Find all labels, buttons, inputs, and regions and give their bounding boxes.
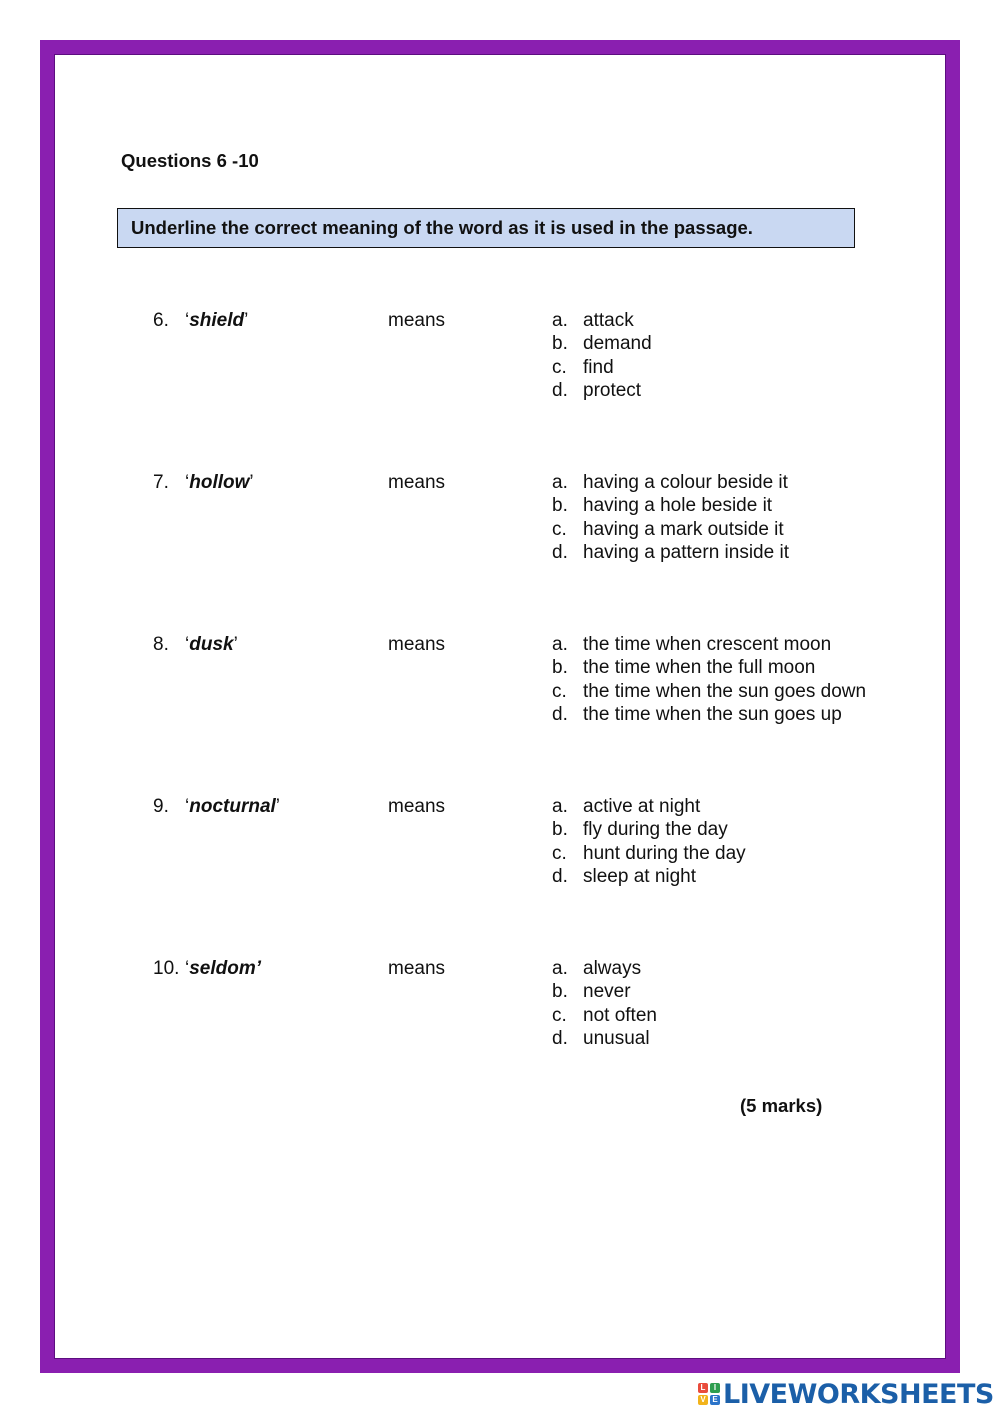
logo-letter: E [710,1395,720,1405]
means-label: means [388,310,446,331]
marks-total: (5 marks) [740,1095,823,1116]
question-number: 7. [153,472,169,493]
logo-letter: I [710,1383,720,1393]
answer-options [552,957,657,1050]
logo-letter: L [698,1383,708,1393]
option-b[interactable]: b. having a hole beside it [552,495,773,517]
option-b[interactable]: b. never [552,981,631,1003]
target-word: ‘seldom’ [185,958,262,979]
option-c[interactable]: c. having a mark outside it [552,518,784,540]
option-a[interactable]: a. having a colour beside it [552,472,788,493]
answer-options [552,795,746,888]
question-number: 6. [153,310,169,331]
target-word: ‘dusk’ [185,634,238,655]
logo-letter: V [698,1395,708,1405]
option-c[interactable]: c. not often [552,1004,657,1026]
question-number: 9. [153,796,169,817]
logo-text: LIVEWORKSHEETS [723,1378,994,1410]
option-a[interactable]: a. attack [552,310,634,331]
option-a[interactable]: a. the time when crescent moon [552,634,832,655]
option-a[interactable]: a. always [552,958,642,979]
option-d[interactable]: d. the time when the sun goes up [552,703,842,725]
option-d[interactable]: d. unusual [552,1027,650,1049]
answer-options [552,309,652,402]
question-number: 10. [153,958,180,979]
instruction-box: Underline the correct meaning of the word as it is used in the passage. [117,208,855,248]
means-label: means [388,958,446,979]
target-word: ‘shield’ [185,310,249,331]
logo-mark-icon [698,1383,720,1405]
means-label: means [388,472,446,493]
option-d[interactable]: d. sleep at night [552,865,697,887]
option-d[interactable]: d. having a pattern inside it [552,541,789,563]
option-c[interactable]: c. the time when the sun goes down [552,680,867,702]
liveworksheets-logo [698,1378,994,1410]
section-heading: Questions 6 -10 [121,150,259,171]
target-word: ‘nocturnal’ [185,796,281,817]
option-b[interactable]: b. demand [552,333,652,355]
question-number: 8. [153,634,169,655]
option-c[interactable]: c. find [552,356,614,378]
means-label: means [388,634,446,655]
answer-options [552,633,866,726]
option-b[interactable]: b. the time when the full moon [552,657,816,679]
means-label: means [388,796,446,817]
option-b[interactable]: b. fly during the day [552,819,728,841]
option-c[interactable]: c. hunt during the day [552,842,746,864]
target-word: ‘hollow’ [185,472,254,493]
option-d[interactable]: d. protect [552,379,642,401]
option-a[interactable]: a. active at night [552,796,701,817]
answer-options [552,471,789,564]
